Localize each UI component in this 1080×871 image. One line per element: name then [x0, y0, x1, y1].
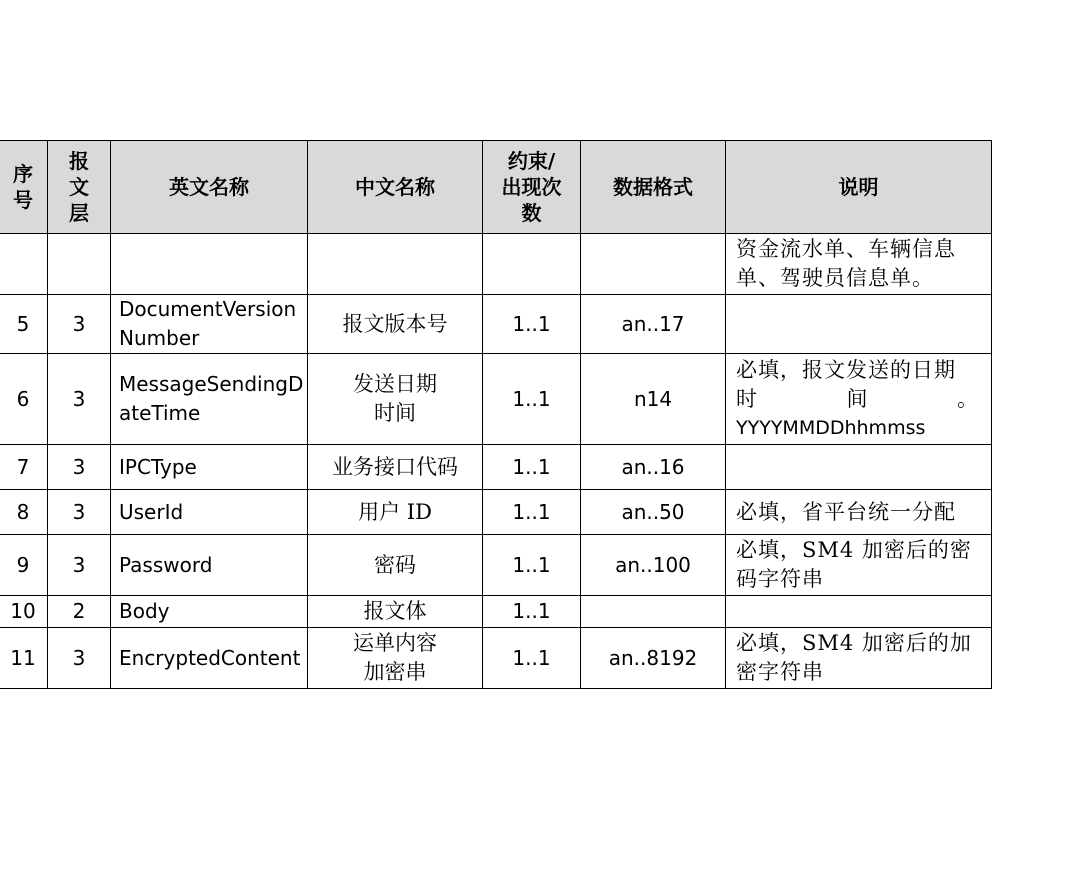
table-row [0, 490, 992, 535]
header-en-name: 英文名称 [111, 141, 308, 234]
header-cn-name: 中文名称 [308, 141, 483, 234]
cell-constraint: 1..1 [483, 490, 581, 535]
cell-en-name: UserId [111, 490, 308, 535]
cell-layer: 3 [48, 295, 111, 354]
cell-seq: 11 [0, 628, 48, 689]
cell-layer: 3 [48, 445, 111, 490]
cell-seq: 6 [0, 354, 48, 445]
table-header-row [0, 141, 992, 234]
cell-layer: 3 [48, 535, 111, 596]
cell-format: an..100 [581, 535, 726, 596]
cell-cn-name: 发送日期 时间 [308, 354, 483, 445]
cell-seq: 9 [0, 535, 48, 596]
cell-desc: 必填，SM4 加密后的密 码字符串 [726, 535, 992, 596]
cell-en-name: EncryptedContent [111, 628, 308, 689]
header-seq: 序 号 [0, 141, 48, 234]
cell-constraint: 1..1 [483, 596, 581, 628]
cell-desc [726, 295, 992, 354]
cell-desc [726, 596, 992, 628]
cell-desc [726, 445, 992, 490]
desc-char: 。 [957, 386, 979, 411]
cell-layer: 3 [48, 490, 111, 535]
cell-cn-name: 用户 ID [308, 490, 483, 535]
table-row [0, 445, 992, 490]
cell-desc: 必填，省平台统一分配 [726, 490, 992, 535]
cell-cn-name: 运单内容 加密串 [308, 628, 483, 689]
message-field-table [0, 140, 992, 689]
cell-layer: 3 [48, 628, 111, 689]
cell-cn-name: 报文版本号 [308, 295, 483, 354]
cell-cn-name: 报文体 [308, 596, 483, 628]
cell-desc: 必填，报文发送的日期 时 间 。 YYYYMMDDhhmmss [726, 354, 992, 445]
cell-cn-name: 业务接口代码 [308, 445, 483, 490]
header-format: 数据格式 [581, 141, 726, 234]
cell-format: an..17 [581, 295, 726, 354]
cell-seq [0, 234, 48, 295]
table-row [0, 234, 992, 295]
cell-seq: 10 [0, 596, 48, 628]
cell-desc: 必填，SM4 加密后的加 密字符串 [726, 628, 992, 689]
cell-format: n14 [581, 354, 726, 445]
header-desc: 说明 [726, 141, 992, 234]
cell-seq: 5 [0, 295, 48, 354]
cell-en-name [111, 234, 308, 295]
table-row [0, 628, 992, 689]
table-row [0, 354, 992, 445]
table-row [0, 535, 992, 596]
cell-en-name: DocumentVersion Number [111, 295, 308, 354]
cell-constraint: 1..1 [483, 354, 581, 445]
header-layer: 报 文 层 [48, 141, 111, 234]
cell-format [581, 234, 726, 295]
cell-constraint: 1..1 [483, 628, 581, 689]
cell-cn-name: 密码 [308, 535, 483, 596]
cell-cn-name [308, 234, 483, 295]
cell-format: an..16 [581, 445, 726, 490]
cell-en-name: MessageSendingD ateTime [111, 354, 308, 445]
cell-en-name: Body [111, 596, 308, 628]
cell-layer: 3 [48, 354, 111, 445]
header-constraint: 约束/ 出现次 数 [483, 141, 581, 234]
table-row [0, 596, 992, 628]
cell-seq: 8 [0, 490, 48, 535]
cell-constraint: 1..1 [483, 295, 581, 354]
cell-format: an..50 [581, 490, 726, 535]
cell-constraint: 1..1 [483, 535, 581, 596]
desc-justified-line [736, 385, 985, 414]
desc-char: 间 [846, 386, 869, 411]
cell-constraint: 1..1 [483, 445, 581, 490]
cell-layer [48, 234, 111, 295]
cell-format: an..8192 [581, 628, 726, 689]
cell-layer: 2 [48, 596, 111, 628]
cell-desc: 资金流水单、车辆信息 单、驾驶员信息单。 [726, 234, 992, 295]
table-row [0, 295, 992, 354]
cell-constraint [483, 234, 581, 295]
cell-en-name: Password [111, 535, 308, 596]
cell-en-name: IPCType [111, 445, 308, 490]
cell-format [581, 596, 726, 628]
cell-seq: 7 [0, 445, 48, 490]
desc-char: 时 [736, 386, 758, 411]
